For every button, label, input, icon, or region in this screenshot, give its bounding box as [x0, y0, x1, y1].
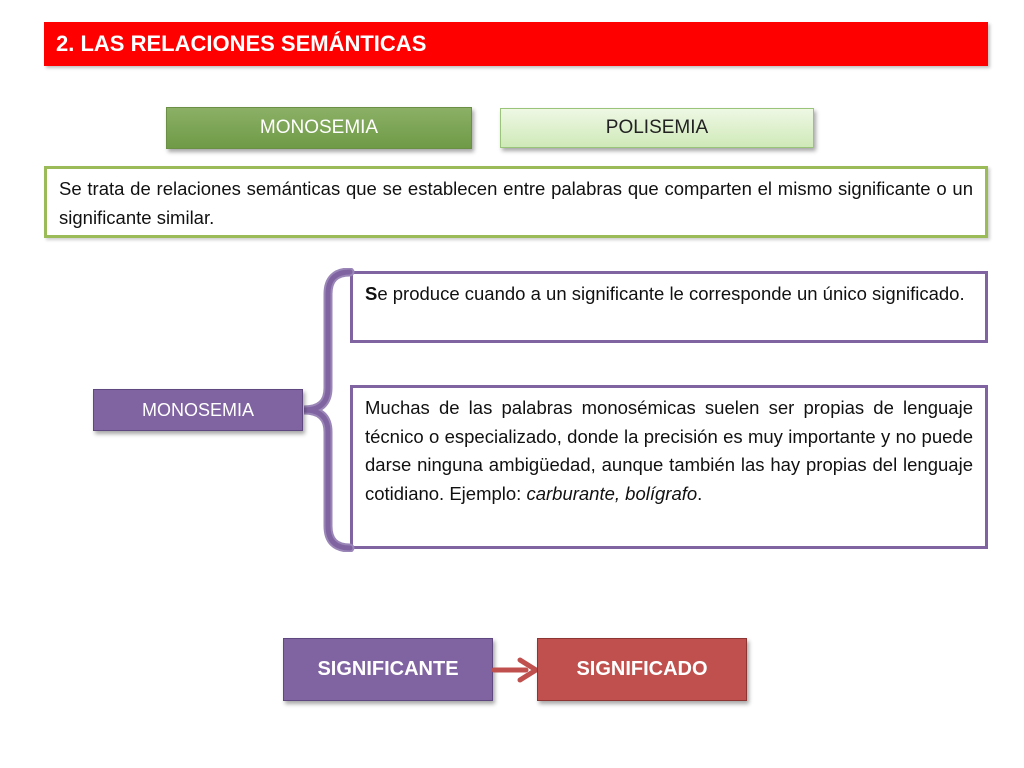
- definition-lead-letter: S: [365, 283, 378, 304]
- example-words: carburante, bolígrafo: [526, 483, 698, 505]
- brace-connector: [300, 268, 356, 552]
- significante-node[interactable]: SIGNIFICANTE: [283, 638, 493, 701]
- example-end: .: [697, 483, 703, 505]
- monosemia-node[interactable]: MONOSEMIA: [93, 389, 303, 431]
- monosemia-example-box: [350, 385, 988, 549]
- definition-box: [44, 166, 988, 238]
- monosemia-example-text: Muchas de las palabras monosémicas suelen ser propias de lenguaje técnico o especializado, donde la precisión es muy importante y no puede darse ninguna ambigüedad, aunque también las hay propias del lenguaje cotidiano. Ejemplo:: [365, 397, 973, 505]
- monosemia-definition-box: [350, 271, 988, 343]
- polisemia-button[interactable]: POLISEMIA: [500, 108, 814, 148]
- monosemia-definition-text: e produce cuando a un significante le corresponde un único significado.: [377, 283, 965, 304]
- arrow-right-icon: [490, 655, 542, 685]
- monosemia-button[interactable]: MONOSEMIA: [166, 107, 472, 149]
- definition-text: Se trata de relaciones semánticas que se establecen entre palabras que comparten el mismo significante o un significante similar.: [59, 178, 973, 228]
- slide-title: 2. LAS RELACIONES SEMÁNTICAS: [44, 22, 988, 66]
- significado-node[interactable]: SIGNIFICADO: [537, 638, 747, 701]
